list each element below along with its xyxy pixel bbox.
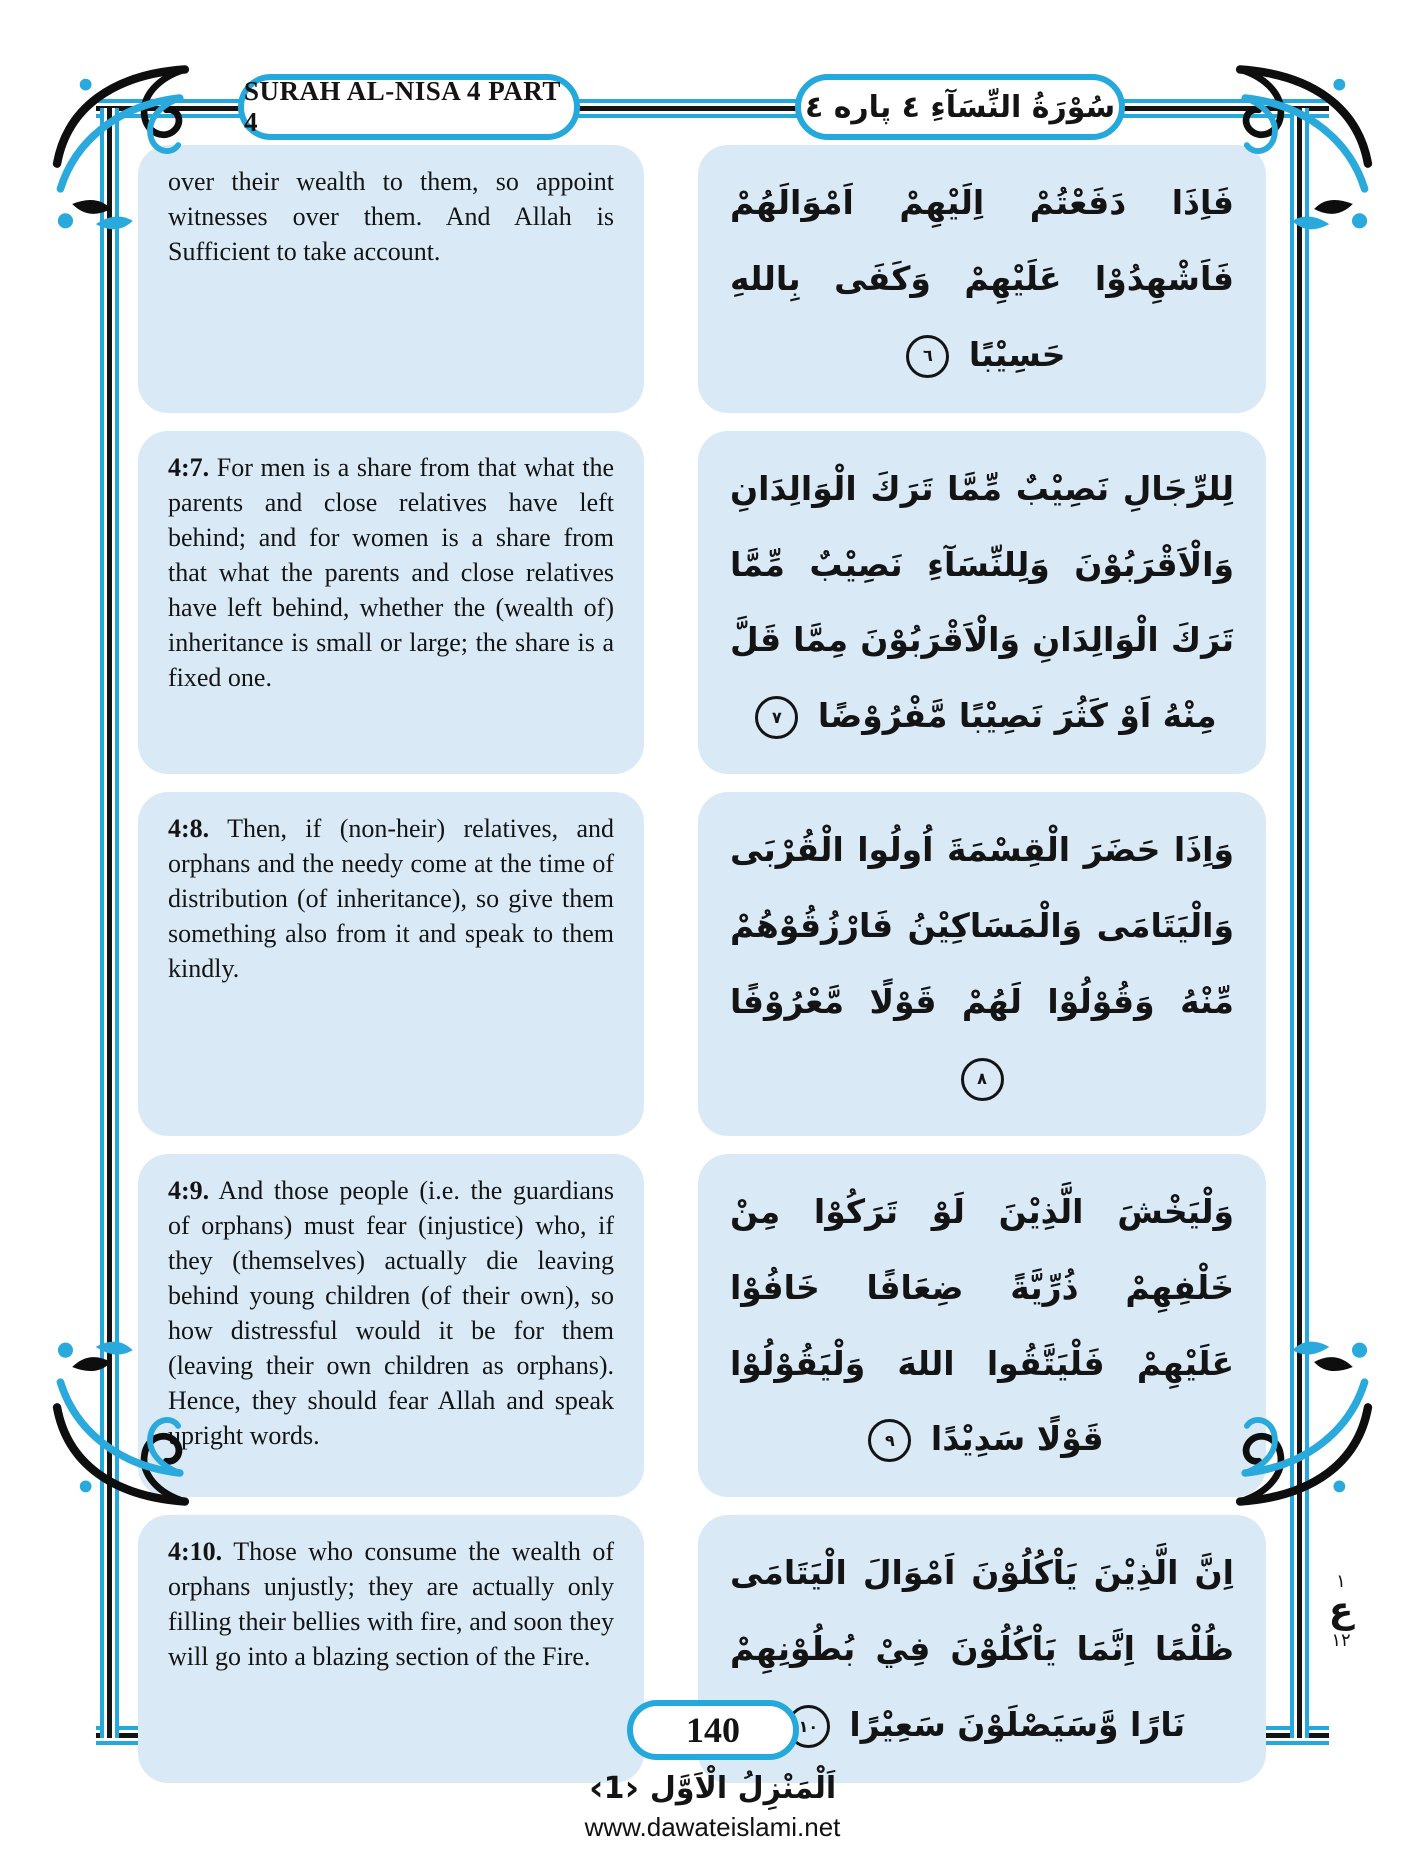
corner-flourish-icon <box>52 1330 237 1515</box>
page-number-badge <box>627 1700 799 1760</box>
english-translation-4-10 <box>138 1515 644 1783</box>
ruku-number-top: ١ <box>1336 1571 1346 1592</box>
arabic-text: اِنَّ الَّذِيْنَ يَاْكُلُوْنَ اَمْوَالَ الْيَتَامَى ظُلْمًا اِنَّمَا يَاْكُلُوْنَ فِيْ بُطُوْنِهِمْ نَارًا وَّسَيَصْلَوْنَ سَعِيْرًا <box>730 1553 1234 1745</box>
ornate-bracket-left-icon: ‹ <box>624 1768 640 1809</box>
english-translation-4-7 <box>138 431 644 775</box>
manzil-number: 1 <box>603 1771 625 1806</box>
translation-text: Those who consume the wealth of orphans unjustly; they are actually only filling their bellies with fire, and soon they will go into a blazing section of the Fire. <box>168 1537 615 1672</box>
surah-title-english <box>238 74 580 140</box>
ruku-ayn-symbol: ع <box>1328 1590 1354 1631</box>
verse-number-badge: ٦ <box>906 335 949 378</box>
arabic-text: وَلْيَخْشَ الَّذِيْنَ لَوْ تَرَكُوْا مِنْ خَلْفِهِمْ ذُرِّيَّةً ضِعَافًا خَافُوْا عَلَيْهِمْ فَلْيَتَّقُوا اللهَ وَلْيَقُوْلُوْا قَوْلًا سَدِيْدًا <box>730 1191 1234 1459</box>
arabic-verse-4-7 <box>698 431 1266 775</box>
arabic-text: فَاِذَا دَفَعْتُمْ اِلَيْهِمْ اَمْوَالَهُمْ فَاَشْهِدُوْا عَلَيْهِمْ وَكَفَى بِاللهِ حَسِيْبًا <box>730 183 1234 374</box>
verse-number-badge: ٩ <box>868 1419 911 1462</box>
ruku-number-bottom: ١٢ <box>1331 1630 1351 1651</box>
ruku-margin-marker <box>1318 1572 1364 1652</box>
verse-row-4-6 <box>138 145 1266 413</box>
page-number: 140 <box>686 1710 740 1750</box>
translation-text: over their wealth to them, so appoint witnesses over them. And Allah is Sufficient to take account. <box>168 167 614 266</box>
corner-flourish-icon <box>1188 56 1373 241</box>
verse-row-4-7 <box>138 431 1266 775</box>
verse-number-badge: ٨ <box>961 1058 1004 1101</box>
surah-title-arabic-text: سُوْرَةُ النِّسَآءِ ٤ پاره ٤ <box>804 89 1116 125</box>
ornate-bracket-right-icon: › <box>588 1768 604 1809</box>
corner-flourish-icon <box>1188 1330 1373 1515</box>
translation-text: For men is a share from that what the parents and close relatives have left behind; and for women is a share from that what the parents and close relatives have left behind, whether the (wealth of) inheritance is small or large; the share is a fixed one. <box>168 452 615 692</box>
surah-title-arabic <box>795 74 1125 140</box>
arabic-verse-4-6 <box>698 145 1266 413</box>
verse-ref: 4:8. <box>168 814 210 844</box>
surah-title-english-text: SURAH AL-NISA 4 PART 4 <box>244 76 561 137</box>
verse-row-4-8 <box>138 792 1266 1136</box>
verse-number-badge: ١٠ <box>787 1705 830 1748</box>
verse-number-badge: ٧ <box>755 696 798 739</box>
arabic-verse-4-9 <box>698 1154 1266 1498</box>
arabic-verse-4-8 <box>698 792 1266 1136</box>
verse-ref: 4:7. <box>168 452 210 482</box>
arabic-text: وَاِذَا حَضَرَ الْقِسْمَةَ اُولُوا الْقُرْبَى وَالْيَتَامَى وَالْمَسَاكِيْنُ فَارْزُقُوْهُمْ مِّنْهُ وَقُوْلُوْا لَهُمْ قَوْلًا مَّعْرُوْفًا <box>730 830 1234 1022</box>
page-content <box>138 145 1266 1801</box>
corner-flourish-icon <box>52 56 237 241</box>
english-translation-4-8 <box>138 792 644 1136</box>
verse-ref: 4:9. <box>168 1175 210 1205</box>
verse-ref: 4:10. <box>168 1537 223 1567</box>
verse-row-4-9 <box>138 1154 1266 1498</box>
manzil-label <box>0 1768 1425 1809</box>
website-url: www.dawateislami.net <box>584 1812 841 1842</box>
arabic-text: لِلرِّجَالِ نَصِيْبٌ مِّمَّا تَرَكَ الْوَالِدَانِ وَالْاَقْرَبُوْنَ وَلِلنِّسَآءِ نَصِيْبٌ مِّمَّا تَرَكَ الْوَالِدَانِ وَالْاَقْرَبُوْنَ مِمَّا قَلَّ مِنْهُ اَوْ كَثُرَ نَصِيْبًا مَّفْرُوْضًا <box>730 468 1234 736</box>
translation-text: And those people (i.e. the guardians of orphans) must fear (injustice) who, if they (themselves) actually die leaving behind young children (of their own), so how distressful would it be for them (leaving their own children as orphans). Hence, they should fear Allah and speak upright words. <box>168 1175 614 1450</box>
manzil-text: اَلْمَنْزِلُ الْاَوَّل <box>649 1771 837 1806</box>
translation-text: Then, if (non-heir) relatives, and orphans and the needy come at the time of distribution (of inheritance), so give them something also from it and speak to them kindly. <box>168 814 615 984</box>
